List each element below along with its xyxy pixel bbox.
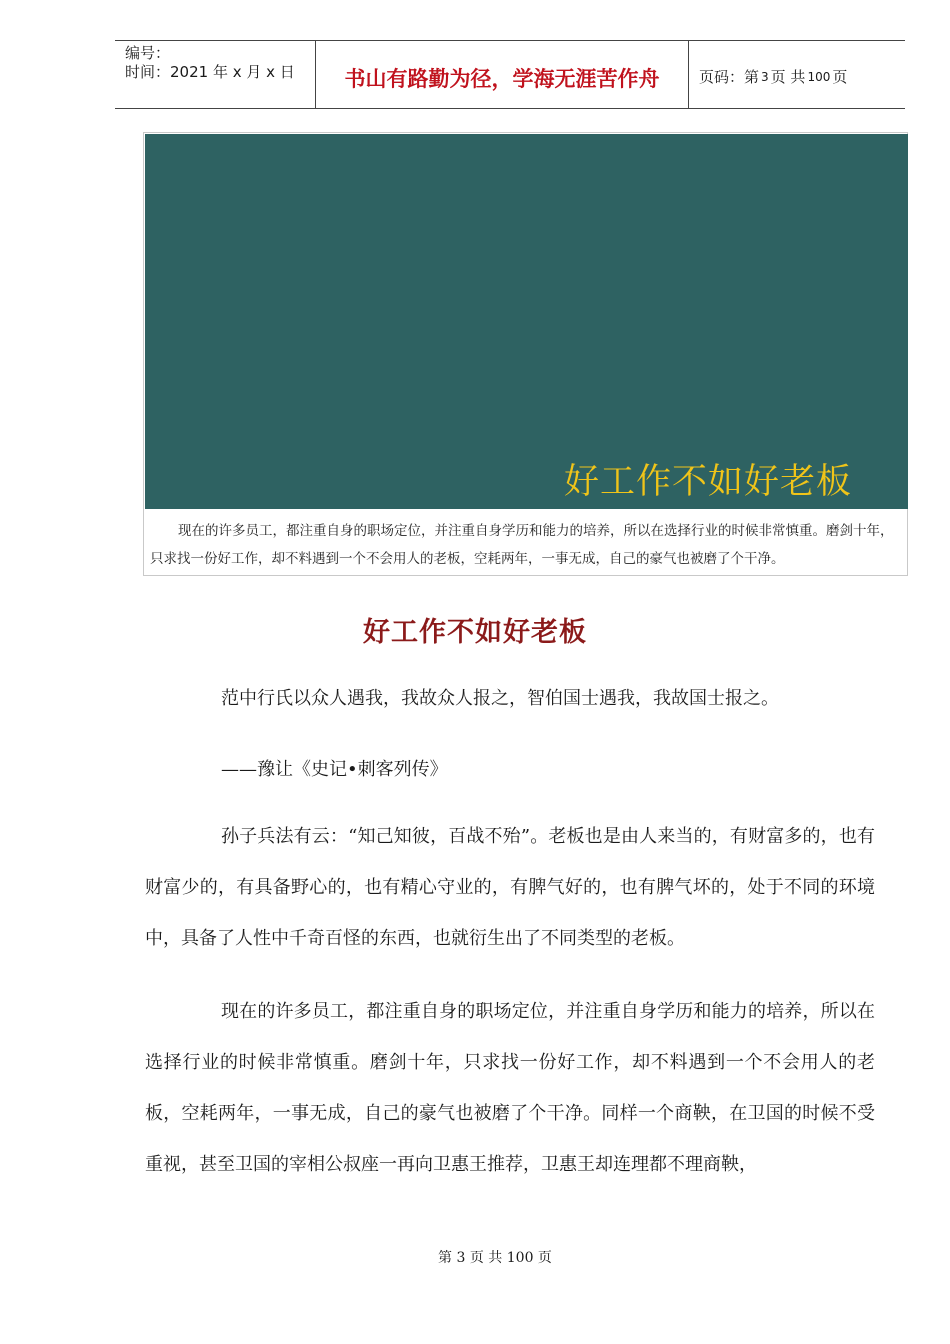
epigraph-source: ——豫让《史记•刺客列传》 bbox=[221, 759, 448, 780]
banner-image bbox=[145, 134, 908, 509]
page-mid: 页 共 bbox=[770, 68, 806, 86]
page-number: 3 bbox=[761, 69, 769, 84]
page-footer: 第 3 页 共 100 页 bbox=[438, 1250, 552, 1266]
article-title: 好工作不如好老板 bbox=[363, 617, 587, 648]
banner-figure bbox=[143, 132, 908, 576]
paragraph-2: 现在的许多员工，都注重自身的职场定位，并注重自身学历和能力的培养，所以在选择行业的时候非常慎重。磨剑十年，只求找一份好工作，却不料遇到一个不会用人的老板，空耗两年，一事无成，自己的豪气也被磨了个干净。同样一个商鞅，在卫国的时候不受重视，甚至卫国的宰相公叔座一再向卫惠王推荐，卫惠王却连理都不理商鞅， bbox=[145, 1001, 875, 1175]
banner-caption: 现在的许多员工，都注重自身的职场定位，并注重自身学历和能力的培养，所以在选择行业的时候非常慎重。磨剑十年，只求找一份好工作，却不料遇到一个不会用人的老板，空耗两年，一事无成，自己的豪气也被磨了个干净。 bbox=[150, 523, 894, 567]
page-prefix: 页码：第 bbox=[699, 68, 760, 86]
serial-label: 编号： bbox=[125, 44, 171, 62]
header-meta bbox=[115, 41, 315, 108]
page-total: 100 bbox=[807, 69, 831, 84]
header-page-info bbox=[689, 41, 905, 108]
paragraph-1: 孙子兵法有云：“知己知彼，百战不殆”。老板也是由人来当的，有财富多的，也有财富少的，有具备野心的，也有精心守业的，有脾气好的，也有脾气坏的，处于不同的环境中，具备了人性中千奇百怪的东西，也就衍生出了不同类型的老板。 bbox=[145, 826, 875, 949]
epigraph-quote: 范中行氏以众人遇我，我故众人报之，智伯国士遇我，我故国士报之。 bbox=[221, 688, 779, 709]
header-motto: 书山有路勤为径，学海无涯苦作舟 bbox=[315, 41, 689, 108]
page-header bbox=[115, 40, 905, 109]
date-label: 时间：2021 年 x 月 x 日 bbox=[125, 63, 295, 81]
banner-title: 好工作不如好老板 bbox=[563, 462, 852, 502]
page-suffix: 页 bbox=[832, 68, 848, 86]
